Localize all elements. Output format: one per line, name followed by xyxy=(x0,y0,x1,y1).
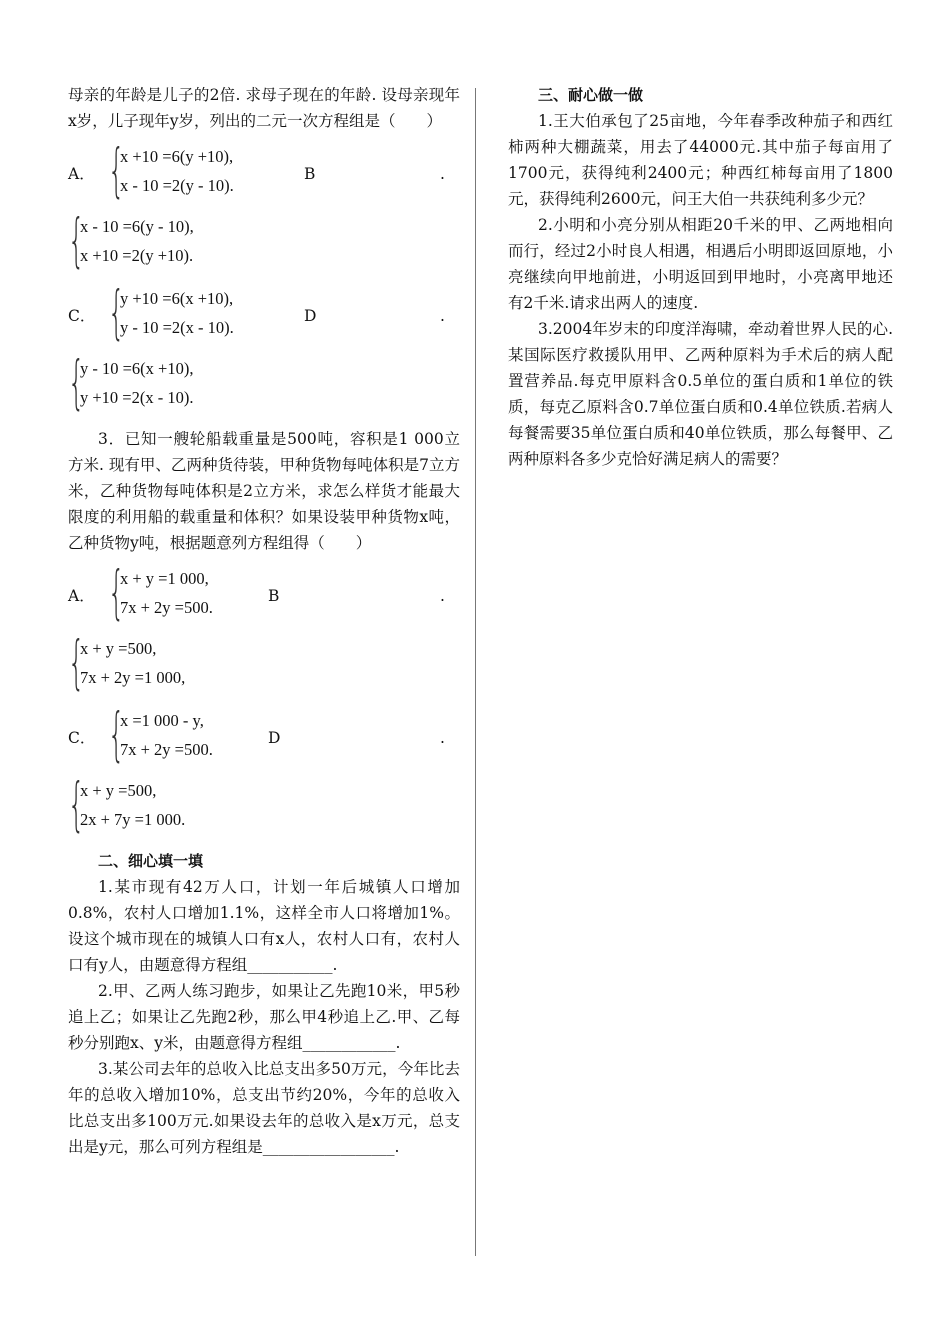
word-problem-2: 2.小明和小亮分别从相距20千米的甲、乙两地相向而行，经过2小时良人相遇，相遇后小明即返回原地，小亮继续向甲地前进，小明返回到甲地时，小亮离甲地还有2千米.请求出两人的速度. xyxy=(508,216,893,312)
equation: x + y =500, xyxy=(80,781,157,800)
q2-stem: 母亲的年龄是儿子的2倍. 求母子现在的年龄. 设母亲现年x岁，儿子现年y岁，列出的二元一次方程组是（ ） xyxy=(68,86,460,130)
brace-icon: { xyxy=(68,206,85,274)
equation: y - 10 =2(x - 10). xyxy=(120,318,234,337)
q3-option-d-label: D xyxy=(268,729,281,747)
equation: x - 10 =6(y - 10), xyxy=(80,217,194,236)
q3-option-row-cd xyxy=(68,700,460,768)
equation: 7x + 2y =500. xyxy=(120,740,213,759)
column-divider xyxy=(475,88,476,1256)
equation: y +10 =2(x - 10). xyxy=(80,388,194,407)
q2-option-b-block xyxy=(68,206,460,274)
fill-question-3: 3.某公司去年的总收入比总支出多50万元，今年比去年的总收入增加10%，总支出节约20%，今年的总收入比总支出多100万元.如果设去年的总收入是x万元，总支出是y元，那么可列方程组是_________________. xyxy=(68,1060,460,1156)
q3-option-a-system xyxy=(108,558,213,626)
brace-icon: { xyxy=(108,278,125,346)
equation: x +10 =6(y +10), xyxy=(120,147,234,166)
brace-icon: { xyxy=(108,700,125,768)
q3-option-c-label: C． xyxy=(68,729,96,747)
q2-option-c-label: C． xyxy=(68,307,96,325)
brace-icon: { xyxy=(68,628,85,696)
q3-option-row-ab xyxy=(68,558,460,626)
q3-option-b-block xyxy=(68,628,460,696)
right-column xyxy=(508,82,893,472)
q3-option-b-label: B xyxy=(268,587,280,605)
q3-option-d-system xyxy=(68,770,460,838)
section3-title: 三、耐心做一做 xyxy=(538,86,644,104)
word-problem-1: 1.王大伯承包了25亩地，今年春季改种茄子和西红柿两种大棚蔬菜，用去了44000元.其中茄子每亩用了1700元，获得纯利2400元；种西红柿每亩用了1800元，获得纯利2600元，问王大伯一共获纯利多少元？ xyxy=(508,112,893,208)
q3-option-c-system xyxy=(108,700,213,768)
equation: 2x + 7y =1 000. xyxy=(80,810,186,829)
q2-option-b-label: B xyxy=(304,165,316,183)
equation: x + y =500, xyxy=(80,639,157,658)
brace-icon: { xyxy=(108,136,125,204)
dot: . xyxy=(440,729,445,747)
equation: y - 10 =6(x +10), xyxy=(80,359,194,378)
brace-icon: { xyxy=(68,348,85,416)
q2-option-b-system xyxy=(68,206,460,274)
equation: x +10 =2(y +10). xyxy=(80,246,194,265)
q2-option-d-block xyxy=(68,348,460,416)
fill-question-1: 1.某市现有42万人口，计划一年后城镇人口增加0.8%，农村人口增加1.1%，这样全市人口将增加1%。设这个城市现在的城镇人口有x人，农村人口有，农村人口有y人，由题意得方程组___________. xyxy=(68,878,460,974)
left-column xyxy=(68,82,460,1160)
q2-option-c-system xyxy=(108,278,234,346)
equation: y +10 =6(x +10), xyxy=(120,289,234,308)
q3-option-a-label: A． xyxy=(68,587,95,605)
dot: . xyxy=(440,307,445,325)
q2-option-row-cd xyxy=(68,278,460,346)
equation: 7x + 2y =500. xyxy=(120,598,213,617)
q2-option-d-system xyxy=(68,348,460,416)
q3-stem: 3．已知一艘轮船载重量是500吨，容积是1 000立方米. 现有甲、乙两种货待装，甲种货物每吨体积是7立方米，乙种货物每吨体积是2立方米，求怎么样货才能最大限度的利用船的载重量和体积？如果设装甲种货物x吨，乙种货物y吨，根据题意列方程组得（ ） xyxy=(68,430,460,552)
q2-option-a-system xyxy=(108,136,234,204)
q2-option-a-label: A． xyxy=(68,165,95,183)
equation: x =1 000 - y, xyxy=(120,711,204,730)
equation: x - 10 =2(y - 10). xyxy=(120,176,234,195)
q2-option-d-label: D xyxy=(304,307,317,325)
equation: x + y =1 000, xyxy=(120,569,209,588)
q2-option-row-ab xyxy=(68,136,460,204)
q3-option-b-system xyxy=(68,628,460,696)
section2-title: 二、细心填一填 xyxy=(98,852,204,870)
brace-icon: { xyxy=(108,558,125,626)
dot: . xyxy=(440,165,445,183)
word-problem-3: 3.2004年岁末的印度洋海啸，牵动着世界人民的心.某国际医疗救援队用甲、乙两种原料为手术后的病人配置营养品.每克甲原料含0.5单位的蛋白质和1单位的铁质，每克乙原料含0.7单位蛋白质和0.4单位铁质.若病人每餐需要35单位蛋白质和40单位铁质，那么每餐甲、乙两种原料各多少克恰好满足病人的需要？ xyxy=(508,320,893,468)
fill-question-2: 2.甲、乙两人练习跑步，如果让乙先跑10米，甲5秒追上乙；如果让乙先跑2秒，那么甲4秒追上乙.甲、乙每秒分别跑x、y米，由题意得方程组____________. xyxy=(68,982,460,1052)
equation: 7x + 2y =1 000, xyxy=(80,668,186,687)
dot: . xyxy=(440,587,445,605)
q3-option-d-block xyxy=(68,770,460,838)
brace-icon: { xyxy=(68,770,85,838)
